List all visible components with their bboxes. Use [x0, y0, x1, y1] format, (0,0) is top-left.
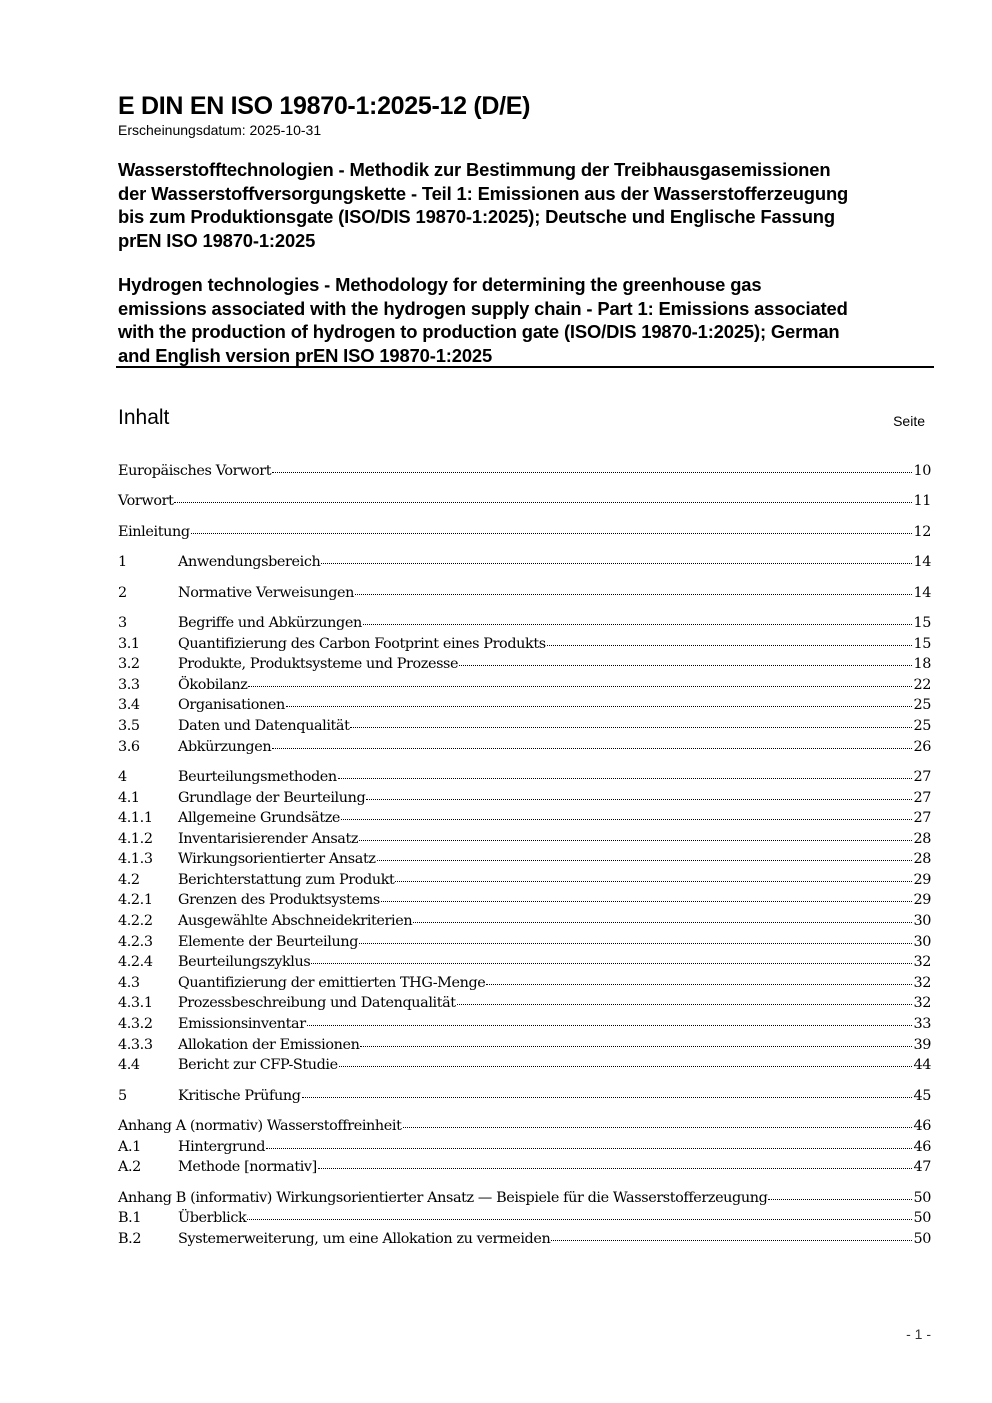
toc-entry-title: Quantifizierung der emittierten THG-Menge	[178, 974, 486, 991]
publication-date: Erscheinungsdatum: 2025-10-31	[118, 122, 322, 138]
toc-entry-page: 39	[913, 1036, 931, 1053]
toc-entry-page: 15	[913, 614, 931, 631]
toc-entry-title: Ausgewählte Abschneidekriterien	[178, 913, 413, 930]
toc-entry-number: 3.5	[118, 717, 140, 734]
toc-entry[interactable]	[118, 1188, 931, 1209]
toc-dot-leader	[381, 901, 913, 902]
toc-entry-page: 12	[913, 523, 931, 540]
toc-entry-page: 30	[913, 913, 931, 930]
toc-entry-page: 11	[913, 493, 931, 510]
toc-entry[interactable]	[118, 552, 931, 573]
toc-entry[interactable]	[118, 634, 931, 655]
toc-entry[interactable]	[118, 675, 931, 696]
toc-entry-page: 50	[913, 1230, 931, 1247]
toc-dot-leader	[311, 963, 912, 964]
toc-dot-leader	[363, 624, 913, 625]
toc-entry-title: Allokation der Emissionen	[178, 1036, 360, 1053]
toc-dot-leader	[191, 533, 913, 534]
toc-entry-title: Produkte, Produktsysteme und Prozesse	[178, 656, 459, 673]
toc-dot-leader	[302, 1097, 913, 1098]
toc-entry-title: Kritische Prüfung	[178, 1087, 301, 1104]
toc-entry-number: 3	[118, 614, 127, 631]
toc-entry-title: Methode [normativ]	[178, 1159, 317, 1176]
toc-entry-title: Inventarisierender Ansatz	[178, 830, 359, 847]
title-english-line: emissions associated with the hydrogen supply chain - Part 1: Emissions associated	[118, 297, 848, 319]
title-german-line: Wasserstofftechnologien - Methodik zur Bestimmung der Treibhausgasemissionen	[118, 159, 831, 180]
toc-entry[interactable]	[118, 1229, 931, 1250]
toc-dot-leader	[341, 819, 912, 820]
toc-entry-page: 27	[913, 768, 931, 785]
toc-entry-page: 32	[913, 995, 931, 1012]
toc-entry[interactable]	[118, 890, 931, 911]
toc-entry-page: 30	[913, 933, 931, 950]
toc-entry[interactable]	[118, 788, 931, 809]
toc-entry-page: 29	[913, 871, 931, 888]
toc-dot-leader	[551, 1240, 912, 1241]
toc-dot-leader	[350, 727, 912, 728]
toc-entry-number: 4.3.3	[118, 1036, 153, 1053]
page-number: - 1 -	[906, 1326, 931, 1342]
toc-entry-title: Prozessbeschreibung und Datenqualität	[178, 995, 456, 1012]
toc-entry-number: 4.3	[118, 974, 140, 991]
toc-entry-page: 46	[913, 1118, 931, 1134]
toc-entry[interactable]	[118, 461, 931, 482]
toc-entry-page: 10	[913, 463, 931, 479]
toc-entry-number: 4.3.2	[118, 1016, 153, 1033]
toc-entry[interactable]	[118, 1035, 931, 1056]
toc-entry-page: 18	[913, 656, 931, 673]
toc-entry-title: Europäisches Vorwort	[118, 463, 272, 479]
toc-dot-leader	[359, 840, 912, 841]
toc-dot-leader	[403, 1127, 913, 1128]
toc-entry-title: Abkürzungen	[178, 738, 272, 755]
toc-entry[interactable]	[118, 737, 931, 758]
title-german-line: prEN ISO 19870-1:2025	[118, 229, 316, 251]
toc-dot-leader	[272, 748, 912, 749]
toc-entry-title: Begriffe und Abkürzungen	[178, 614, 362, 631]
toc-entry-number: 4.3.1	[118, 995, 153, 1012]
toc-entry-title: Beurteilungsmethoden	[178, 768, 337, 785]
toc-entry-number: A.2	[118, 1159, 141, 1176]
toc-dot-leader	[307, 1025, 913, 1026]
toc-entry-number: 1	[118, 554, 127, 571]
toc-entry-number: 3.2	[118, 656, 140, 673]
toc-entry-title: Ökobilanz	[178, 676, 248, 693]
toc-entry[interactable]	[118, 1137, 931, 1158]
toc-dot-leader	[457, 1004, 913, 1005]
toc-page-column-label: Seite	[893, 413, 925, 429]
toc-dot-leader	[248, 686, 912, 687]
toc-entry-number: 2	[118, 584, 127, 601]
toc-entry[interactable]	[118, 993, 931, 1014]
toc-dot-leader	[339, 1066, 913, 1067]
toc-entry[interactable]	[118, 613, 931, 634]
toc-entry[interactable]	[118, 911, 931, 932]
toc-entry[interactable]	[118, 767, 931, 788]
toc-dot-leader	[318, 1168, 913, 1169]
title-english	[118, 273, 938, 367]
toc-dot-leader	[266, 1148, 912, 1149]
toc-dot-leader	[355, 594, 912, 595]
toc-entry[interactable]	[118, 870, 931, 891]
table-of-contents	[118, 461, 931, 1249]
title-german-line: der Wasserstoffversorgungskette - Teil 1: Emissionen aus der Wasserstofferzeugung	[118, 182, 849, 204]
toc-entry-number: 4.1.3	[118, 851, 153, 868]
toc-entry-title: Emissionsinventar	[178, 1016, 306, 1033]
toc-entry-page: 28	[913, 830, 931, 847]
toc-entry-title: Grundlage der Beurteilung	[178, 789, 366, 806]
toc-dot-leader	[486, 984, 912, 985]
toc-entry[interactable]	[118, 1086, 931, 1107]
toc-dot-leader	[459, 665, 912, 666]
toc-entry[interactable]	[118, 716, 931, 737]
toc-entry-number: 4.2.2	[118, 913, 153, 930]
title-english-line: with the production of hydrogen to production gate (ISO/DIS 19870-1:2025); German	[118, 321, 840, 342]
toc-entry-title: Beurteilungszyklus	[178, 954, 311, 971]
toc-entry-number: 4.1.1	[118, 810, 153, 827]
toc-dot-leader	[377, 860, 913, 861]
toc-entry-page: 46	[913, 1138, 931, 1155]
toc-entry-page: 44	[913, 1057, 931, 1074]
toc-entry-number: 3.4	[118, 697, 140, 714]
toc-dot-leader	[413, 922, 912, 923]
toc-dot-leader	[286, 706, 913, 707]
toc-entry[interactable]	[118, 654, 931, 675]
toc-entry-page: 15	[913, 635, 931, 652]
toc-dot-leader	[321, 563, 912, 564]
toc-dot-leader	[395, 881, 912, 882]
toc-entry-number: 4.2.1	[118, 892, 153, 909]
toc-entry-title: Vorwort	[118, 493, 174, 510]
toc-dot-leader	[366, 799, 912, 800]
toc-entry-page: 47	[913, 1159, 931, 1176]
toc-entry-title: Quantifizierung des Carbon Footprint eines Produkts	[178, 635, 546, 652]
toc-entry-number: 4.2.3	[118, 933, 153, 950]
title-english-line: and English version prEN ISO 19870-1:2025	[118, 344, 493, 366]
toc-entry-page: 50	[913, 1210, 931, 1227]
toc-dot-leader	[359, 943, 912, 944]
toc-entry-number: 3.1	[118, 635, 140, 652]
toc-entry-title: Daten und Datenqualität	[178, 717, 350, 734]
title-german	[118, 158, 938, 252]
toc-entry-page: 27	[913, 810, 931, 827]
toc-entry[interactable]	[118, 973, 931, 994]
title-divider	[116, 366, 934, 368]
toc-entry-title: Überblick	[178, 1210, 247, 1227]
title-german-line: bis zum Produktionsgate (ISO/DIS 19870-1:2025); Deutsche und Englische Fassung	[118, 206, 835, 227]
toc-dot-leader	[338, 778, 913, 779]
toc-entry-title: Anhang A (normativ) Wasserstoffreinheit	[118, 1118, 402, 1134]
toc-entry-page: 14	[913, 584, 931, 601]
document-id: E DIN EN ISO 19870-1:2025-12 (D/E)	[118, 92, 531, 120]
toc-dot-leader	[768, 1199, 912, 1200]
toc-entry-page: 14	[913, 554, 931, 571]
toc-entry-number: B.1	[118, 1210, 142, 1227]
toc-entry-number: 4.1.2	[118, 830, 153, 847]
toc-entry[interactable]	[118, 808, 931, 829]
toc-entry-page: 27	[913, 789, 931, 806]
toc-dot-leader	[174, 502, 912, 503]
toc-entry-page: 28	[913, 851, 931, 868]
toc-entry-title: Allgemeine Grundsätze	[178, 810, 341, 827]
toc-dot-leader	[547, 645, 913, 646]
toc-entry-page: 25	[913, 717, 931, 734]
toc-entry-title: Systemerweiterung, um eine Allokation zu vermeiden	[178, 1230, 551, 1247]
toc-heading: Inhalt	[118, 406, 170, 429]
toc-entry-page: 25	[913, 697, 931, 714]
toc-entry-title: Grenzen des Produktsystems	[178, 892, 380, 909]
toc-entry-page: 26	[913, 738, 931, 755]
toc-entry[interactable]	[118, 1014, 931, 1035]
toc-entry-title: Normative Verweisungen	[178, 584, 354, 601]
title-english-line: Hydrogen technologies - Methodology for determining the greenhouse gas	[118, 274, 762, 295]
toc-entry[interactable]	[118, 932, 931, 953]
toc-entry-number: 4.2	[118, 871, 140, 888]
toc-entry-title: Organisationen	[178, 697, 285, 714]
toc-entry-title: Bericht zur CFP-Studie	[178, 1057, 338, 1074]
toc-entry[interactable]	[118, 829, 931, 850]
toc-entry-title: Einleitung	[118, 523, 190, 540]
toc-dot-leader	[247, 1219, 912, 1220]
toc-entry[interactable]	[118, 695, 931, 716]
toc-entry-number: 4.4	[118, 1057, 140, 1074]
toc-entry-number: 3.6	[118, 738, 140, 755]
toc-entry[interactable]	[118, 849, 931, 870]
toc-entry-page: 22	[913, 676, 931, 693]
toc-entry-page: 29	[913, 892, 931, 909]
toc-entry-title: Hintergrund	[178, 1138, 266, 1155]
toc-entry-page: 45	[913, 1087, 931, 1104]
toc-entry[interactable]	[118, 1055, 931, 1076]
toc-entry[interactable]	[118, 952, 931, 973]
toc-dot-leader	[272, 472, 912, 473]
toc-entry-number: 4.2.4	[118, 954, 153, 971]
toc-entry-title: Berichterstattung zum Produkt	[178, 871, 395, 888]
toc-entry-page: 50	[913, 1189, 931, 1206]
toc-entry[interactable]	[118, 583, 931, 604]
toc-entry-number: 5	[118, 1087, 127, 1104]
toc-entry-page: 32	[913, 974, 931, 991]
toc-entry-title: Elemente der Beurteilung	[178, 933, 359, 950]
toc-entry-number: A.1	[118, 1138, 141, 1155]
toc-entry-title: Anwendungsbereich	[178, 554, 321, 571]
toc-entry[interactable]	[118, 491, 931, 512]
toc-entry-title: Wirkungsorientierter Ansatz	[178, 851, 376, 868]
toc-entry[interactable]	[118, 522, 931, 543]
toc-entry-number: B.2	[118, 1230, 142, 1247]
toc-entry-page: 33	[913, 1016, 931, 1033]
toc-entry-number: 4	[118, 768, 127, 785]
toc-entry[interactable]	[118, 1157, 931, 1178]
toc-dot-leader	[360, 1046, 912, 1047]
toc-entry[interactable]	[118, 1208, 931, 1229]
toc-entry-number: 3.3	[118, 676, 140, 693]
toc-entry-page: 32	[913, 954, 931, 971]
toc-entry[interactable]	[118, 1116, 931, 1137]
toc-entry-number: 4.1	[118, 789, 140, 806]
toc-entry-title: Anhang B (informativ) Wirkungsorientierter Ansatz — Beispiele für die Wasserstofferzeugung	[118, 1189, 768, 1206]
